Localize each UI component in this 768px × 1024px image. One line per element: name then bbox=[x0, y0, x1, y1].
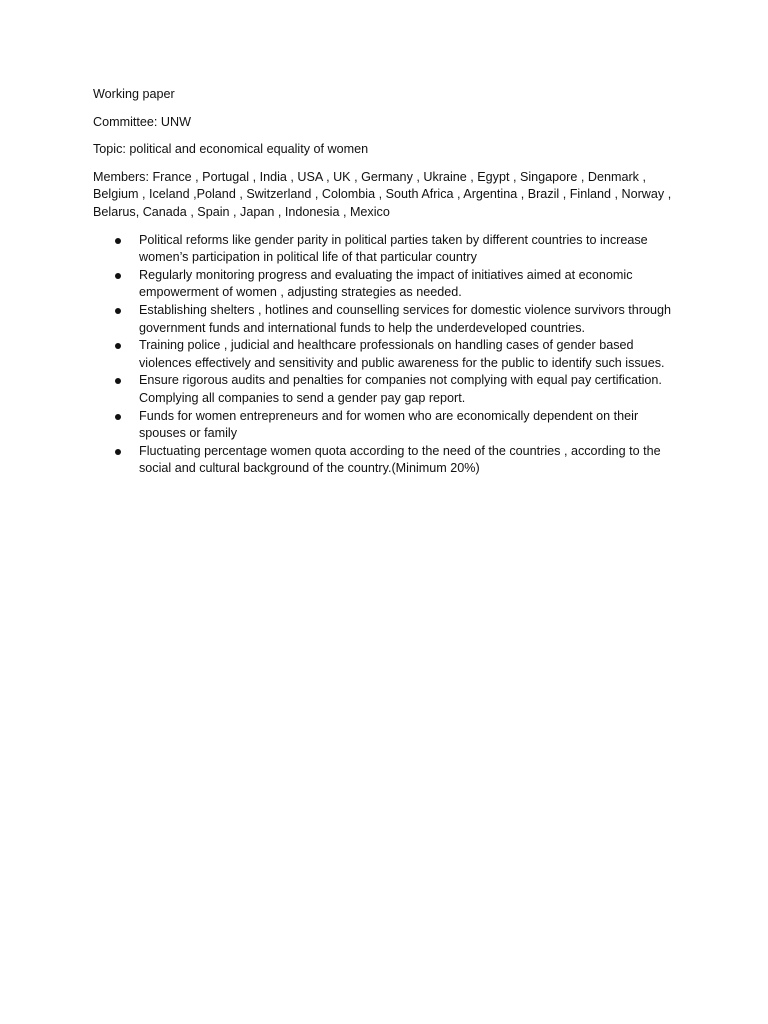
bullet-text: Fluctuating percentage women quota according to the need of the countries , according to the social and cultural background of the country.(Minimum 20%) bbox=[139, 443, 661, 476]
bullet-item bbox=[93, 267, 678, 302]
document-page bbox=[93, 86, 678, 478]
bullet-text: Ensure rigorous audits and penalties for companies not complying with equal pay certification. Complying all companies to send a gender pay gap report. bbox=[139, 373, 662, 405]
bullet-text: Establishing shelters , hotlines and counselling services for domestic violence survivors through government funds and international funds to help the underdeveloped countries. bbox=[139, 302, 671, 335]
bullet-item bbox=[93, 443, 678, 478]
bullet-dot-icon bbox=[115, 238, 121, 244]
members-paragraph: Members: France , Portugal , India , USA , UK , Germany , Ukraine , Egypt , Singapore , Denmark , Belgium , Iceland ,Poland , Switzerland , Colombia , South Africa , Argentina , Brazil , Finland , Norway , Belarus, Canada , Spain , Japan , Indonesia , Mexico bbox=[93, 169, 672, 219]
topic-line: Topic: political and economical equality of women bbox=[93, 142, 369, 157]
bullet-text: Political reforms like gender parity in political parties taken by different countries to increase women’s participation in political life of that particular country bbox=[139, 232, 648, 265]
bullet-text: Regularly monitoring progress and evaluating the impact of initiatives aimed at economic empowerment of women , adjusting strategies as needed. bbox=[139, 267, 633, 300]
bullet-dot-icon bbox=[115, 273, 121, 279]
bullet-item bbox=[93, 302, 678, 337]
bullet-item bbox=[93, 408, 678, 443]
bullet-dot-icon bbox=[115, 414, 121, 420]
bullet-dot-icon bbox=[115, 378, 121, 384]
bullet-text: Training police , judicial and healthcare professionals on handling cases of gender based violences effectively and sensitivity and public awareness for the public to identify such issues. bbox=[139, 338, 665, 370]
bullet-text: Funds for women entrepreneurs and for women who are economically dependent on their spouses or family bbox=[139, 408, 639, 441]
bullet-dot-icon bbox=[115, 449, 121, 455]
document-title: Working paper bbox=[93, 87, 175, 101]
bullet-list bbox=[93, 232, 678, 478]
bullet-item bbox=[93, 337, 678, 372]
bullet-item bbox=[93, 372, 678, 407]
committee-line: Committee: UNW bbox=[93, 114, 191, 129]
bullet-dot-icon bbox=[115, 343, 121, 349]
bullet-item bbox=[93, 232, 678, 267]
bullet-dot-icon bbox=[115, 308, 121, 314]
